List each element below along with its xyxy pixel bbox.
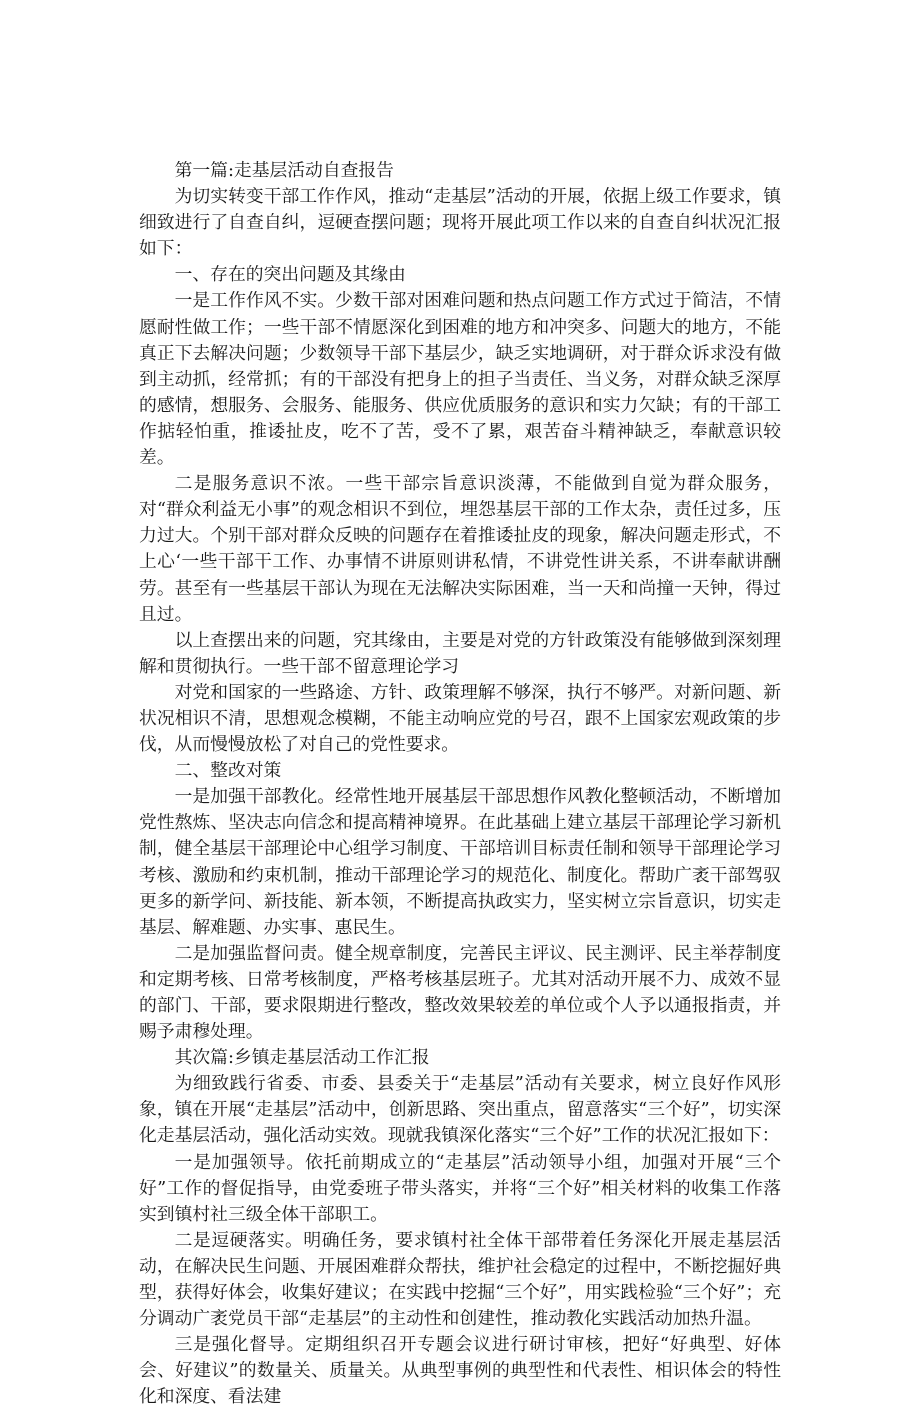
paragraph-implementation: 二是逗硬落实。明确任务，要求镇村社全体干部带着任务深化开展走基层活动，在解决民生问题、开展困难群众帮扶，维护社会稳定的过程中，不断挖掘好典型，获得好体会，收集好建议；在实践中挖掘“三个好”，用实践检验“三个好”；充分调动广袤党员干部“走基层”的主动性和创建性，推动教化实践活动加热升温。 <box>139 1229 781 1330</box>
paragraph-supervision-guidance: 三是强化督导。定期组织召开专题会议进行研讨审核，把好“好典型、好体会、好建议”的数量关、质量关。从典型事例的典型性和代表性、相识体会的特性化和深度、看法建 <box>139 1334 781 1408</box>
paragraph-supervision: 二是加强监督问责。健全规章制度，完善民主评议、民主测评、民主举荐制度和定期考核、日常考核制度，严格考核基层班子。尤其对活动开展不力、成效不显的部门、干部，要求限期进行整改，整改效果较差的单位或个人予以通报指责，并赐予肃穆处理。 <box>139 942 781 1043</box>
paragraph-report-intro: 为细致践行省委、市委、县委关于“走基层”活动有关要求，树立良好作风形象，镇在开展“走基层”活动中，创新思路、突出重点，留意落实“三个好”，切实深化走基层活动，强化活动实效。现就我镇深化落实“三个好”工作的状况汇报如下： <box>139 1073 781 1147</box>
heading-problems: 一、存在的突出问题及其缘由 <box>174 264 406 286</box>
section-title-2: 其次篇:乡镇走基层活动工作汇报 <box>174 1047 430 1069</box>
heading-measures: 二、整改对策 <box>174 760 282 782</box>
paragraph-education: 一是加强干部教化。经常性地开展基层干部思想作风教化整顿活动，不断增加党性熬炼、坚决志向信念和提高精神境界。在此基础上建立基层干部理论学习新机制，健全基层干部理论中心组学习制度、干部培训目标责任制和领导干部理论学习考核、激励和约束机制，推动干部理论学习的规范化、制度化。帮助广袤干部驾驭更多的新学问、新技能、新本领，不断提高执政实力，坚实树立宗旨意识，切实走基层、解难题、办实事、惠民生。 <box>139 786 781 938</box>
section-title-1: 第一篇:走基层活动自查报告 <box>174 160 394 181</box>
intro-paragraph: 为切实转变干部工作作风，推动“走基层”活动的开展，依据上级工作要求，镇细致进行了自查自纠，逗硬查摆问题；现将开展此项工作以来的自查自纠状况汇报如下： <box>139 186 781 260</box>
paragraph-leadership: 一是加强领导。依托前期成立的“走基层”活动领导小组，加强对开展“三个好”工作的督促指导，由党委班子带头落实，并将“三个好”相关材料的收集工作落实到镇村社三级全体干部职工。 <box>139 1151 781 1225</box>
document-page <box>139 158 781 1411</box>
paragraph-work-style: 一是工作作风不实。少数干部对困难问题和热点问题工作方式过于简洁，不情愿耐性做工作；一些干部不情愿深化到困难的地方和冲突多、问题大的地方，不能真正下去解决问题；少数领导干部下基层少，缺乏实地调研，对于群众诉求没有做到主动抓，经常抓；有的干部没有把身上的担子当责任、当义务，对群众缺乏深厚的感情，想服务、会服务、能服务、供应优质服务的意识和实力欠缺；有的干部工作掂轻怕重，推诿扯皮，吃不了苦，受不了累，艰苦奋斗精神缺乏，奉献意识较差。 <box>139 290 781 469</box>
paragraph-causes: 以上查摆出来的问题，究其缘由，主要是对党的方针政策没有能够做到深刻理解和贯彻执行。一些干部不留意理论学习 <box>139 629 781 677</box>
paragraph-service-awareness: 二是服务意识不浓。一些干部宗旨意识淡薄，不能做到自觉为群众服务，对“群众利益无小事”的观念相识不到位，埋怨基层干部的工作太杂，责任过多，压力过大。个别干部对群众反映的问题存在着推诿扯皮的现象，解决问题走形式，不上心‘一些干部干工作、办事情不讲原则讲私情，不讲党性讲关系，不讲奉献讲酬劳。甚至有一些基层干部认为现在无法解决实际困难，当一天和尚撞一天钟，得过且过。 <box>139 473 781 625</box>
paragraph-policy-understanding: 对党和国家的一些路途、方针、政策理解不够深，执行不够严。对新问题、新状况相识不清，思想观念模糊，不能主动响应党的号召，跟不上国家宏观政策的步伐，从而慢慢放松了对自己的党性要求。 <box>139 681 781 756</box>
